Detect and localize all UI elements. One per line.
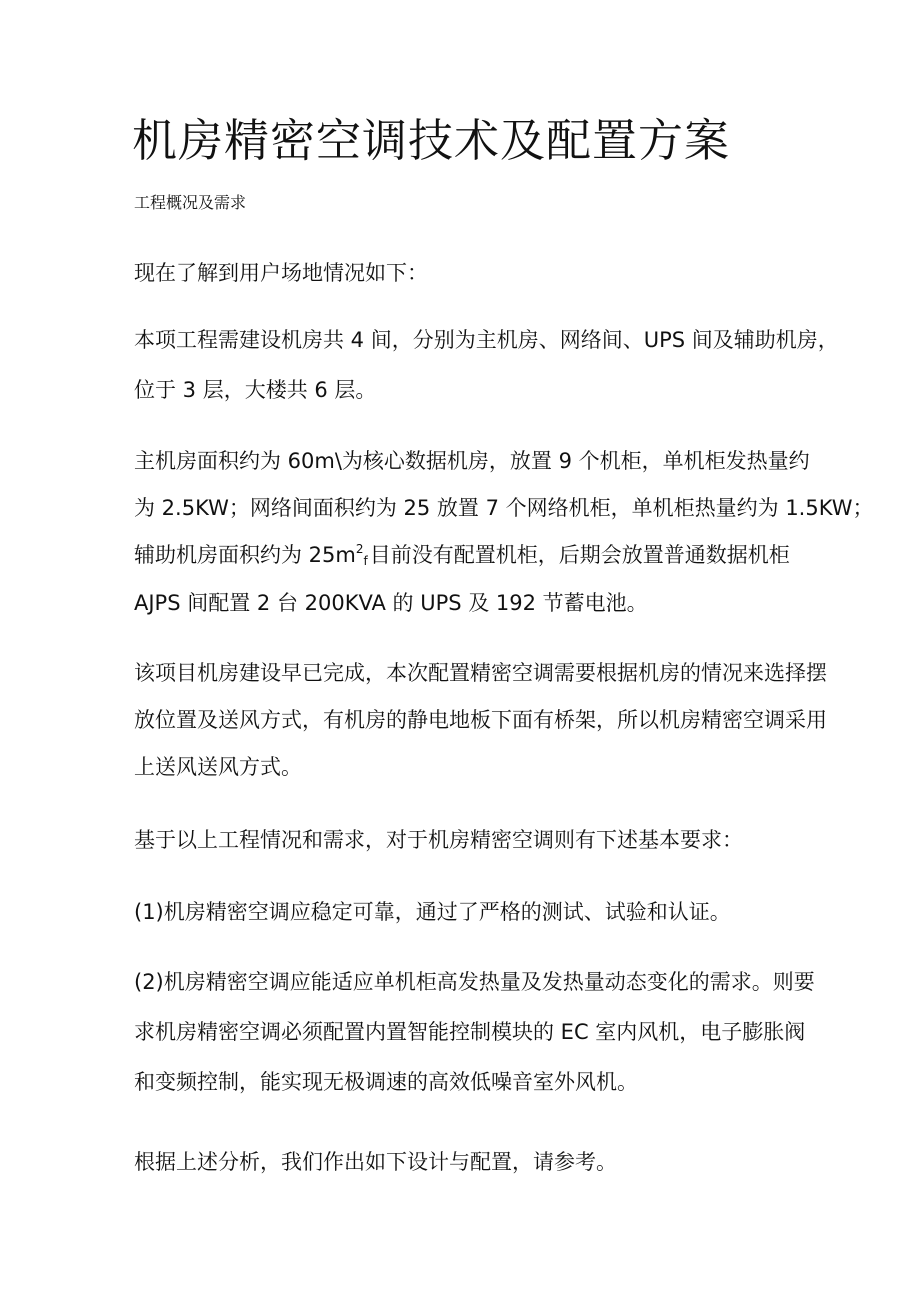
area-superscript: 2 [355, 542, 364, 556]
paragraph-2-line-1: 主机房面积约为 60m\为核心数据机房，放置 9 个机柜，单机柜发热量约 [134, 449, 810, 473]
paragraph-1-line-1: 本项工程需建设机房共 4 间，分别为主机房、网络间、UPS 间及辅助机房， [134, 328, 839, 352]
paragraph-2-line-2: 为 2.5KW；网络间面积约为 25 放置 7 个网络机柜，单机柜热量约为 1.5KW； [134, 496, 874, 520]
area-subscript: f [363, 554, 368, 568]
requirement-2-line-3: 和变频控制，能实现无极调速的高效低噪音室外风机。 [134, 1070, 638, 1094]
paragraph-4: 基于以上工程情况和需求，对于机房精密空调则有下述基本要求： [134, 828, 743, 852]
paragraph-3-line-3: 上送风送风方式。 [134, 755, 302, 779]
paragraph-2-line-3-end: 目前没有配置机柜，后期会放置普通数据机柜 [369, 543, 790, 567]
paragraph-2-line-4: AJPS 间配置 2 台 200KVA 的 UPS 及 192 节蓄电池。 [134, 591, 648, 615]
intro-text: 现在了解到用户场地情况如下： [134, 261, 428, 285]
paragraph-2-line-3 [134, 540, 790, 570]
paragraph-3-line-1: 该项目机房建设早已完成，本次配置精密空调需要根据机房的情况来选择摆 [134, 661, 827, 685]
paragraph-2-line-3-start: 辅助机房面积约为 25m [134, 543, 356, 567]
paragraph-3-line-2: 放位置及送风方式，有机房的静电地板下面有桥架，所以机房精密空调采用 [134, 708, 827, 732]
requirement-2-line-2: 求机房精密空调必须配置内置智能控制模块的 EC 室内风机，电子膨胀阀 [134, 1020, 806, 1044]
document-title: 机房精密空调技术及配置方案 [132, 114, 731, 167]
requirement-1: (1)机房精密空调应稳定可靠，通过了严格的测试、试验和认证。 [134, 900, 731, 924]
section-heading: 工程概况及需求 [134, 193, 247, 212]
conclusion-text: 根据上述分析，我们作出如下设计与配置，请参考。 [134, 1150, 617, 1174]
paragraph-1-line-2: 位于 3 层，大楼共 6 层。 [134, 378, 377, 402]
requirement-2-line-1: (2)机房精密空调应能适应单机柜高发热量及发热量动态变化的需求。则要 [134, 970, 815, 994]
